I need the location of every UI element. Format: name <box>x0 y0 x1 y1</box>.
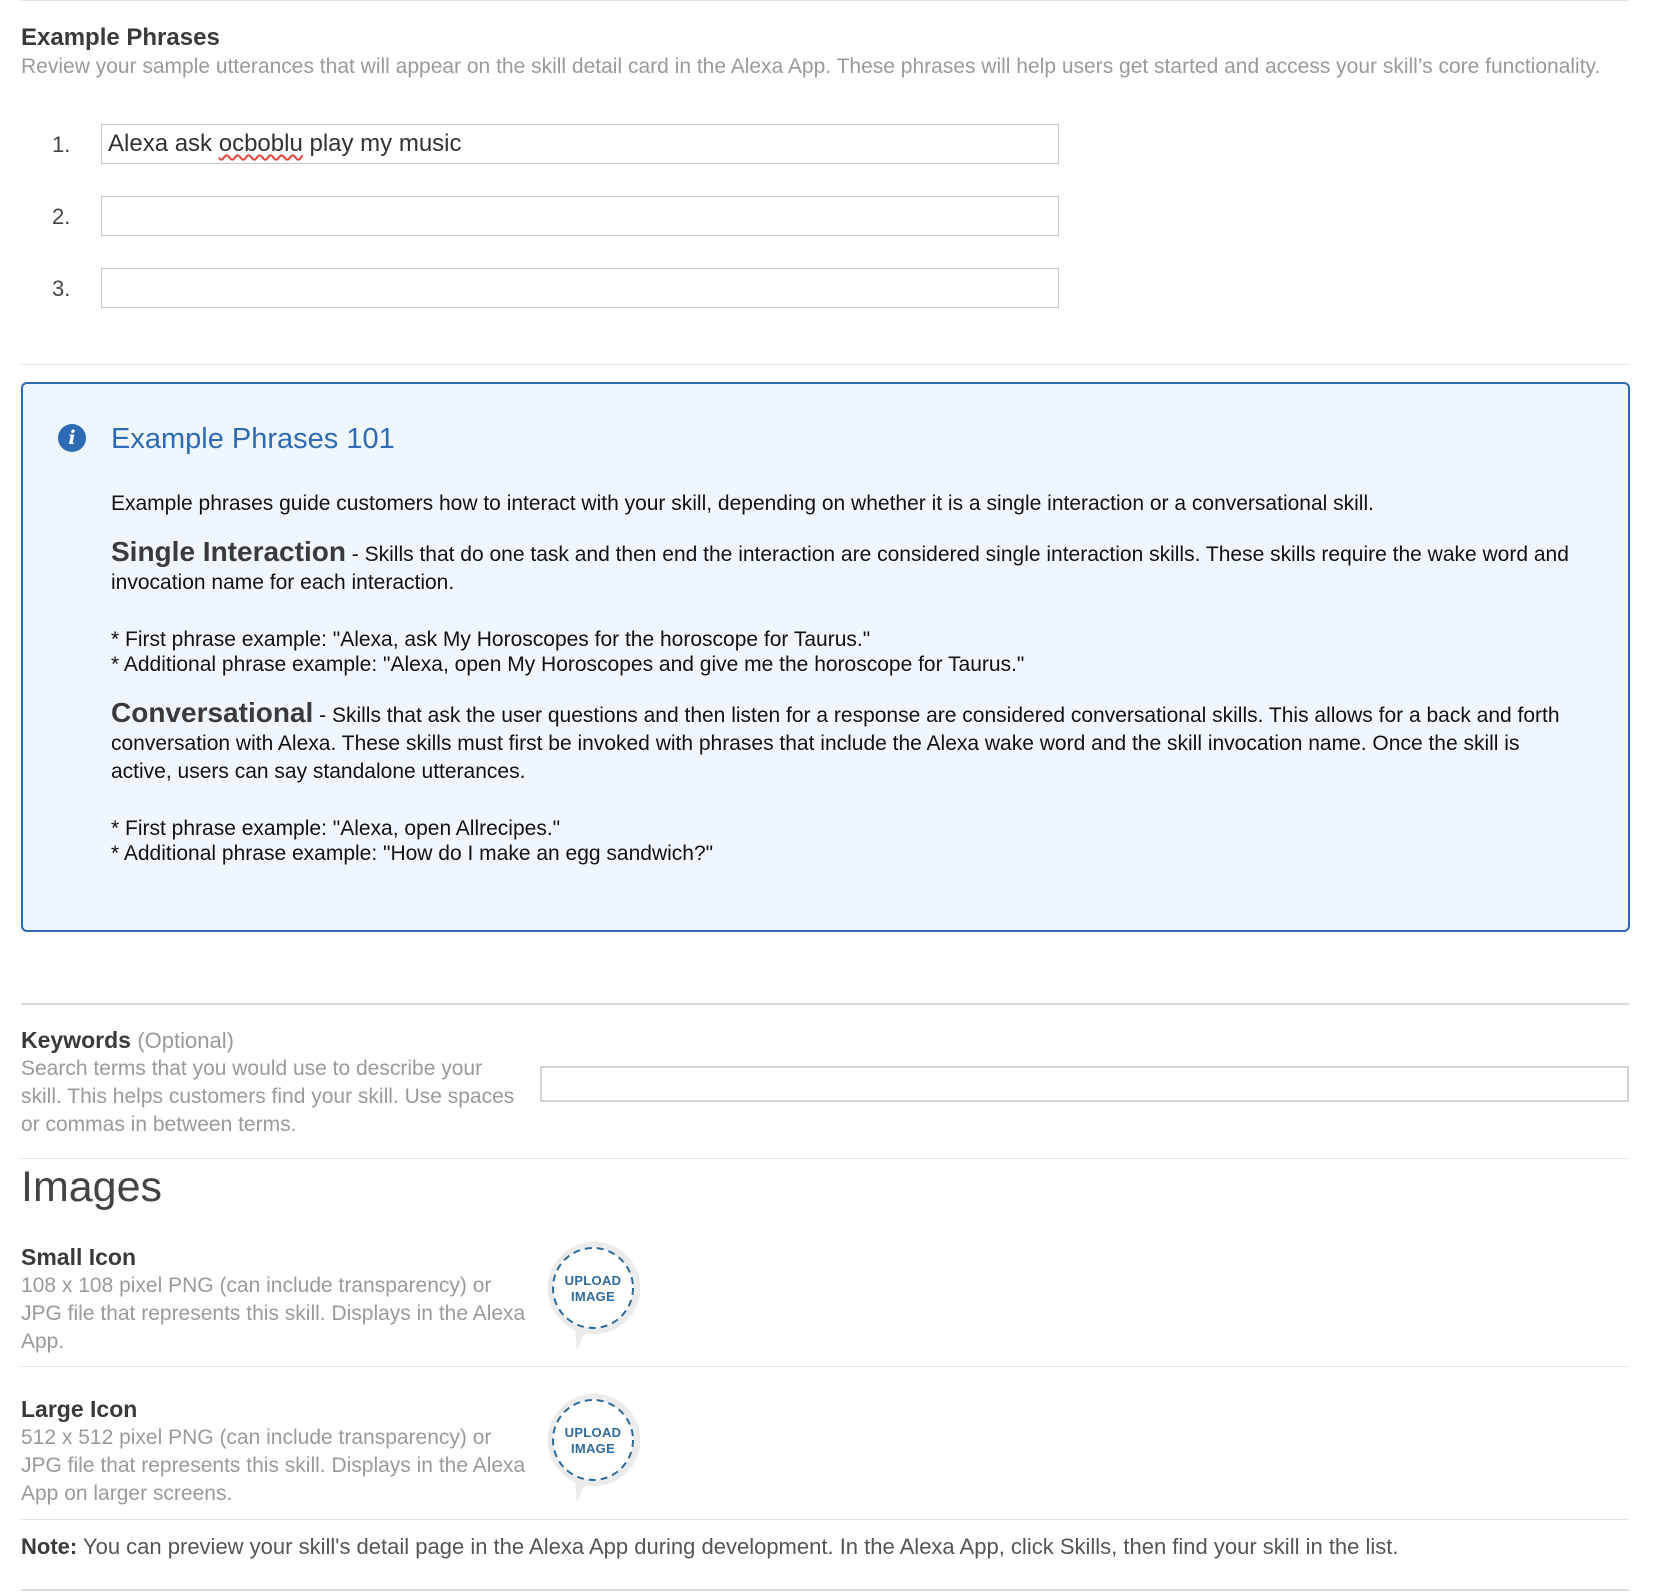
phrase-input-1-text-start: Alexa ask <box>108 130 219 157</box>
single-interaction-heading: Single Interaction <box>111 536 346 567</box>
single-separator: - <box>345 543 365 566</box>
keywords-input[interactable] <box>540 1066 1629 1102</box>
info-intro: Example phrases guide customers how to interact with your skill, depending on whether it is a single interaction or a conversational skill. <box>111 492 1374 515</box>
phrase-input-3[interactable] <box>101 268 1059 308</box>
large-icon-divider <box>21 1519 1629 1520</box>
phrase-number-3: 3. <box>52 276 71 301</box>
small-icon-label: Small Icon <box>21 1244 137 1270</box>
keywords-description: Search terms that you would use to describe your skill. This helps customers find your skill. Use spaces or commas in between terms. <box>21 1057 515 1136</box>
small-icon-description: 108 x 108 pixel PNG (can include transparency) or JPG file that represents this skill. Displays in the Alexa App. <box>21 1274 526 1353</box>
info-box-body <box>111 490 1581 866</box>
images-title: Images <box>21 1163 163 1211</box>
phrase-number-1: 1. <box>52 132 71 157</box>
large-upload-label <box>545 1425 641 1457</box>
small-icon-divider <box>21 1366 1629 1367</box>
large-icon-label: Large Icon <box>21 1396 138 1422</box>
example-phrases-info-box <box>21 382 1630 932</box>
conversational-paragraph <box>111 699 1581 786</box>
conversational-example-1: * First phrase example: "Alexa, open Allrecipes." <box>111 817 561 840</box>
info-box-title: Example Phrases 101 <box>111 423 395 455</box>
bottom-divider <box>21 1589 1629 1591</box>
phrases-divider <box>21 364 1629 365</box>
conversational-text: Skills that ask the user questions and then listen for a response are considered conversational skills. This allows for a back and forth conversation with Alexa. These skills must first be invoked with phrases that include the Alexa wake word and the skill invocation name. Once the skill is active, users can say standalone utterances. <box>111 704 1560 783</box>
small-upload-line-1: UPLOAD <box>564 1273 622 1288</box>
example-phrases-description: Review your sample utterances that will appear on the skill detail card in the Alexa App. These phrases will help users get started and access your skill’s core functionality. <box>21 55 1601 78</box>
phrase-input-1-text-end: play my music <box>302 130 462 157</box>
info-icon: i <box>58 424 86 452</box>
large-icon-description: 512 x 512 pixel PNG (can include transparency) or JPG file that represents this skill. Displays in the Alexa App on larger screens. <box>21 1426 526 1505</box>
conversational-example-2: * Additional phrase example: "How do I make an egg sandwich?" <box>111 842 714 865</box>
single-example-2: * Additional phrase example: "Alexa, open My Horoscopes and give me the horoscope for Taurus." <box>111 653 1025 676</box>
single-interaction-text: Skills that do one task and then end the interaction are considered single interaction skills. These skills require the wake word and invocation name for each interaction. <box>111 543 1569 594</box>
large-upload-line-1: UPLOAD <box>564 1425 622 1440</box>
conversational-separator: - <box>313 704 332 727</box>
small-upload-line-2: IMAGE <box>570 1289 616 1304</box>
single-interaction-paragraph <box>111 538 1581 597</box>
single-example-1: * First phrase example: "Alexa, ask My Horoscopes for the horoscope for Taurus." <box>111 628 871 651</box>
conversational-heading: Conversational <box>111 697 314 728</box>
example-phrases-title: Example Phrases <box>21 24 220 51</box>
note-label: Note: <box>21 1534 78 1559</box>
keywords-divider <box>21 1158 1629 1159</box>
note <box>21 1534 1399 1560</box>
large-upload-line-2: IMAGE <box>570 1441 616 1456</box>
phrase-input-2[interactable] <box>101 196 1059 236</box>
info-divider <box>21 1003 1629 1005</box>
keywords-optional: (Optional) <box>137 1028 234 1053</box>
small-icon-upload-button[interactable] <box>545 1240 641 1352</box>
large-icon-upload-button[interactable] <box>545 1392 641 1504</box>
note-text: You can preview your skill's detail page in the Alexa App during development. In the Alexa App, click Skills, then find your skill in the list. <box>77 1534 1399 1559</box>
keywords-label <box>21 1027 234 1054</box>
keywords-label-text: Keywords <box>21 1027 131 1053</box>
misspelled-word[interactable]: ocboblu <box>218 130 303 157</box>
top-divider <box>21 0 1629 1</box>
phrase-number-2: 2. <box>52 204 71 229</box>
small-upload-label <box>545 1273 641 1305</box>
phrase-input-1[interactable] <box>101 124 1059 164</box>
